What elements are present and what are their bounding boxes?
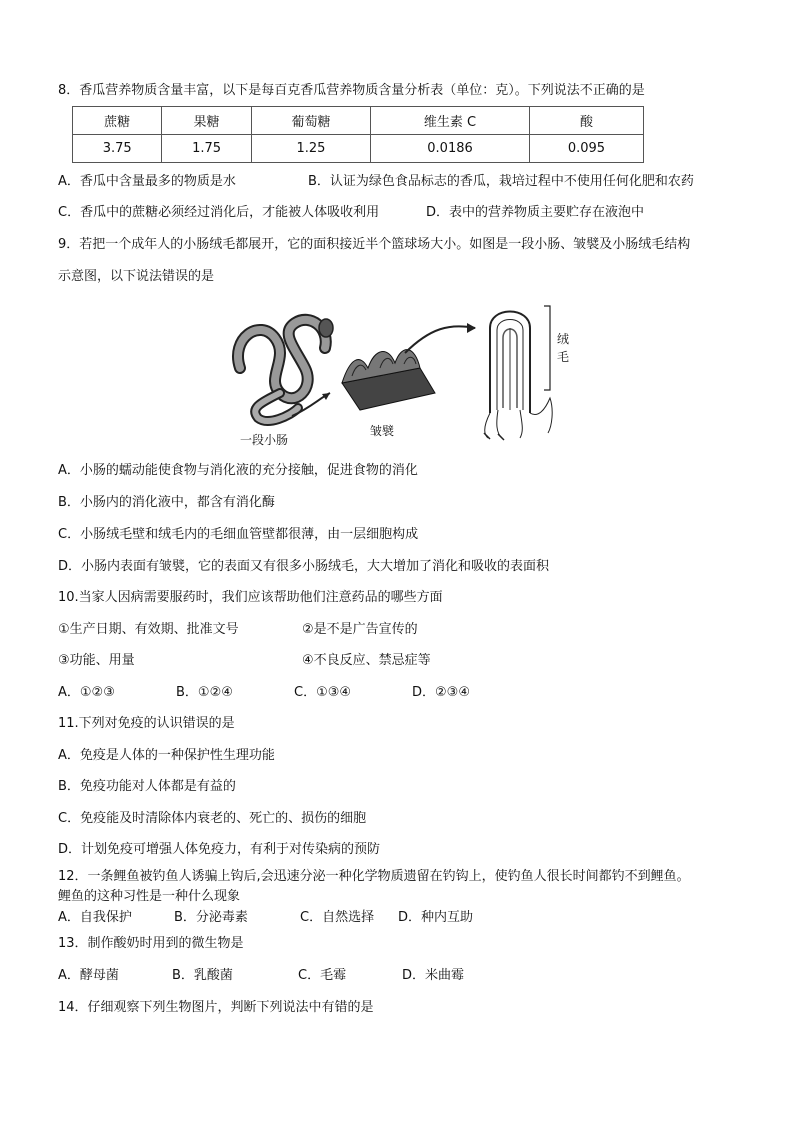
table-header-cell: 维生素 C	[371, 107, 530, 135]
table-cell: 3.75	[73, 135, 162, 163]
q13-options	[58, 967, 464, 985]
label-villus: 绒毛	[557, 332, 570, 364]
table-cell: 1.75	[162, 135, 251, 163]
q9-option-a: A．小肠的蠕动能使食物与消化液的充分接触，促进食物的消化	[58, 463, 418, 478]
nutrition-table	[72, 106, 644, 163]
q12-option-b: B．分泌毒素	[174, 910, 248, 925]
intestine-diagram-svg	[220, 298, 580, 448]
intestine-figure	[220, 298, 580, 448]
q11-option-d: D．计划免疫可增强人体免疫力，有利于对传染病的预防	[58, 842, 381, 857]
label-small-intestine: 一段小肠	[240, 433, 289, 447]
q9-option-b: B．小肠内的消化液中，都含有消化酶	[58, 495, 275, 510]
villus-drawing	[484, 312, 552, 441]
q8-options-row2	[58, 204, 644, 222]
table-header-cell: 蔗糖	[73, 107, 162, 135]
q10-option-b: B．①②④	[176, 685, 233, 700]
arrow-head-icon	[467, 323, 476, 333]
fold-drawing	[342, 350, 435, 410]
q8-options-row1	[58, 173, 694, 191]
q13-option-b: B．乳酸菌	[172, 968, 233, 983]
q12-option-d: D．种内互助	[398, 910, 474, 925]
q10-item-2: ②是不是广告宣传的	[302, 622, 418, 637]
q8-option-b: B．认证为绿色食品标志的香瓜，栽培过程中不使用任何化肥和农药	[308, 174, 694, 189]
q11-option-b: B．免疫功能对人体都是有益的	[58, 779, 236, 794]
q10-option-d: D．②③④	[412, 685, 470, 700]
table-cell: 0.095	[529, 135, 643, 163]
q12-stem-line1: 12．一条鲤鱼被钓鱼人诱骗上钩后,会迅速分泌一种化学物质遗留在钓钩上，使钓鱼人很长时间都钓不到鲤鱼。	[58, 869, 690, 884]
q10-item-4: ④不良反应、禁忌症等	[302, 653, 431, 668]
label-fold: 皱襞	[370, 424, 395, 438]
q13-option-a: A．酵母菌	[58, 968, 119, 983]
q8-option-c: C．香瓜中的蔗糖必须经过消化后，才能被人体吸收利用	[58, 205, 380, 220]
small-intestine-drawing	[238, 319, 333, 421]
q10-item-3: ③功能、用量	[58, 653, 135, 668]
q9-option-c: C．小肠绒毛壁和绒毛内的毛细血管壁都很薄，由一层细胞构成	[58, 527, 419, 542]
q10-option-a: A．①②③	[58, 685, 115, 700]
q12-option-c: C．自然选择	[300, 910, 375, 925]
table-header-cell: 酸	[529, 107, 643, 135]
q8-option-d: D．表中的营养物质主要贮存在液泡中	[426, 205, 645, 220]
q11-option-c: C．免疫能及时清除体内衰老的、死亡的、损伤的细胞	[58, 811, 367, 826]
q11-option-a: A．免疫是人体的一种保护性生理功能	[58, 748, 275, 763]
arrow-icon	[405, 326, 475, 353]
q10-items-row1	[58, 621, 418, 639]
q12-option-a: A．自我保护	[58, 910, 132, 925]
q8-option-a: A．香瓜中含量最多的物质是水	[58, 174, 236, 189]
q9-stem-line2: 示意图，以下说法错误的是	[58, 269, 215, 284]
q8-stem: 8．香瓜营养物质含量丰富，以下是每百克香瓜营养物质含量分析表（单位：克）。下列说法不正确的是	[58, 83, 645, 98]
bracket-icon	[544, 306, 550, 390]
table-row	[73, 135, 644, 163]
q10-options	[58, 684, 470, 702]
q14-stem: 14．仔细观察下列生物图片，判断下列说法中有错的是	[58, 1000, 374, 1015]
q10-option-c: C．①③④	[294, 685, 352, 700]
q10-stem: 10.当家人因病需要服药时，我们应该帮助他们注意药品的哪些方面	[58, 590, 443, 605]
table-cell: 0.0186	[371, 135, 530, 163]
table-header-cell: 葡萄糖	[251, 107, 370, 135]
q11-stem: 11.下列对免疫的认识错误的是	[58, 716, 235, 731]
table-header-row	[73, 107, 644, 135]
table-cell: 1.25	[251, 135, 370, 163]
table-header-cell: 果糖	[162, 107, 251, 135]
q13-stem: 13．制作酸奶时用到的微生物是	[58, 936, 244, 951]
q12-stem-line2: 鲤鱼的这种习性是一种什么现象	[58, 889, 241, 904]
q10-items-row2	[58, 652, 431, 670]
q9-option-d: D．小肠内表面有皱襞，它的表面又有很多小肠绒毛，大大增加了消化和吸收的表面积	[58, 559, 550, 574]
q12-options	[58, 909, 473, 927]
q13-option-c: C．毛霉	[298, 968, 347, 983]
q13-option-d: D．米曲霉	[402, 968, 465, 983]
q10-item-1: ①生产日期、有效期、批准文号	[58, 622, 239, 637]
q9-stem-line1: 9．若把一个成年人的小肠绒毛都展开，它的面积接近半个篮球场大小。如图是一段小肠、皱襞及小肠绒毛结构	[58, 237, 691, 252]
